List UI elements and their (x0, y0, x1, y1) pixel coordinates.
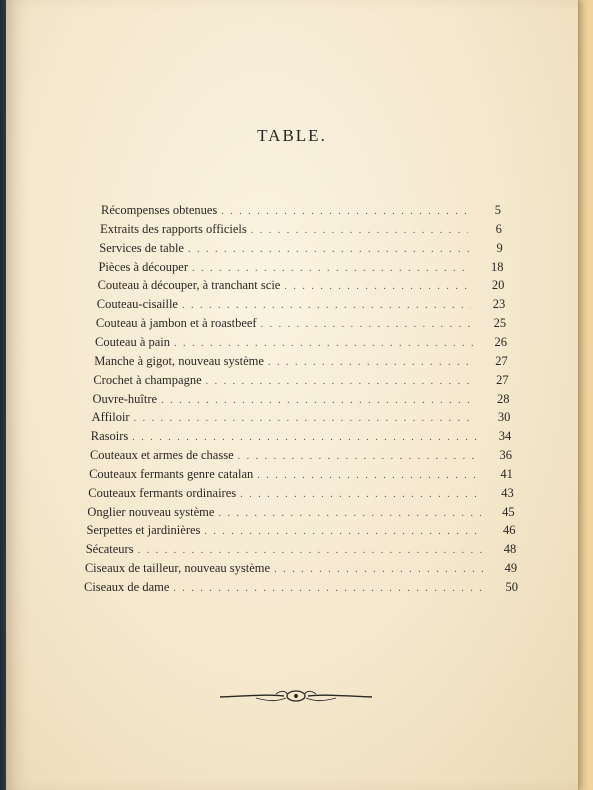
toc-entry (94, 354, 508, 369)
toc-entry-label: Couteaux fermants genre catalan (89, 466, 254, 481)
toc-entry-label: Couteaux fermants ordinaires (88, 485, 237, 500)
toc-entry (92, 410, 511, 425)
toc-entry-label: Récompenses obtenues (101, 203, 218, 217)
toc-entry-label: Extraits des rapports officiels (100, 221, 247, 236)
toc-entry-page-number: 20 (491, 278, 505, 293)
dot-leader (204, 526, 481, 537)
toc-entry (93, 392, 510, 407)
dot-leader (134, 413, 477, 424)
toc-entry-page-number: 43 (501, 485, 514, 500)
dot-leader (182, 300, 471, 311)
toc-entry (87, 505, 514, 520)
dot-leader (192, 263, 470, 274)
toc-entry-page-number: 27 (496, 372, 509, 387)
toc-entry (84, 580, 518, 595)
toc-entry (91, 429, 511, 444)
toc-entry-page-number: 45 (502, 504, 515, 519)
toc-entry-label: Sécateurs (85, 542, 134, 557)
toc-entry (87, 523, 516, 538)
toc-entry-page-number: 48 (503, 542, 517, 557)
toc-entry (97, 297, 506, 312)
dot-leader (257, 470, 479, 481)
book-page (6, 0, 579, 790)
toc-entry-label: Affiloir (91, 410, 130, 425)
page-title: TABLE. (257, 126, 327, 145)
toc-entry (98, 278, 505, 293)
toc-entry (93, 373, 508, 388)
toc-entry-page-number: 25 (493, 316, 507, 331)
dot-leader (174, 338, 473, 349)
toc-entry-page-number: 6 (495, 221, 502, 236)
toc-entry-page-number: 30 (497, 410, 511, 425)
dot-leader (251, 225, 468, 236)
toc-entry (95, 335, 507, 350)
dot-leader (218, 508, 480, 519)
dot-leader (132, 432, 477, 443)
toc-entry (85, 561, 517, 576)
toc-entry-page-number: 36 (499, 448, 513, 463)
toc-entry-label: Manche à gigot, nouveau système (94, 353, 264, 368)
toc-entry (100, 222, 502, 237)
toc-entry (101, 203, 501, 218)
toc-entry-page-number: 23 (492, 297, 506, 312)
tailpiece-ornament (216, 686, 376, 708)
toc-entry-page-number: 26 (494, 334, 507, 349)
dot-leader (261, 319, 472, 330)
toc-entry-label: Couteau à pain (95, 334, 171, 349)
dot-leader (284, 281, 470, 292)
dot-leader (268, 357, 474, 368)
toc-entry (89, 467, 513, 482)
toc-entry-page-number: 27 (495, 353, 508, 368)
dot-leader (188, 244, 469, 255)
dot-leader (206, 376, 475, 387)
toc-entry-label: Onglier nouveau système (87, 504, 215, 519)
toc-entry-label: Couteau à découper, à tranchant scie (97, 278, 281, 293)
toc-entry (86, 542, 517, 557)
toc-entry-label: Couteau-cisaille (96, 297, 178, 312)
toc-entry-label: Crochet à champagne (93, 372, 202, 387)
toc-entry-page-number: 49 (504, 561, 518, 576)
toc-entry-page-number: 41 (500, 466, 513, 481)
toc-entry-label: Ciseaux de tailleur, nouveau système (84, 561, 271, 576)
toc-entry-page-number: 28 (497, 391, 510, 406)
toc-entry-page-number: 34 (498, 429, 512, 444)
dot-leader (161, 395, 475, 406)
toc-entry-label: Services de table (99, 240, 184, 255)
toc-entry-page-number: 5 (494, 203, 501, 217)
dot-leader (138, 545, 483, 556)
toc-entry (98, 260, 503, 275)
toc-entry-label: Ouvre-huître (92, 391, 158, 406)
toc-entry-label: Pièces à découper (98, 259, 188, 274)
toc-entry-page-number: 46 (502, 523, 516, 538)
table-of-contents (6, 0, 578, 790)
dot-leader (221, 206, 467, 217)
toc-entry (88, 486, 514, 501)
toc-entry (99, 241, 502, 256)
toc-entry-label: Serpettes et jardinières (86, 523, 201, 538)
toc-entry (96, 316, 506, 331)
dot-leader (238, 451, 478, 462)
dot-leader (240, 489, 480, 500)
dot-leader (274, 564, 483, 575)
toc-entry-page-number: 18 (491, 259, 504, 274)
toc-entry-label: Couteaux et armes de chasse (89, 448, 234, 463)
toc-entry-page-number: 9 (496, 240, 503, 255)
toc-entry (90, 448, 512, 463)
dot-leader (173, 583, 484, 594)
toc-entry-page-number: 50 (505, 580, 518, 594)
toc-entry-label: Ciseaux de dame (84, 580, 170, 594)
toc-entry-label: Rasoirs (90, 429, 129, 444)
toc-entry-label: Couteau à jambon et à roastbeef (95, 316, 257, 331)
